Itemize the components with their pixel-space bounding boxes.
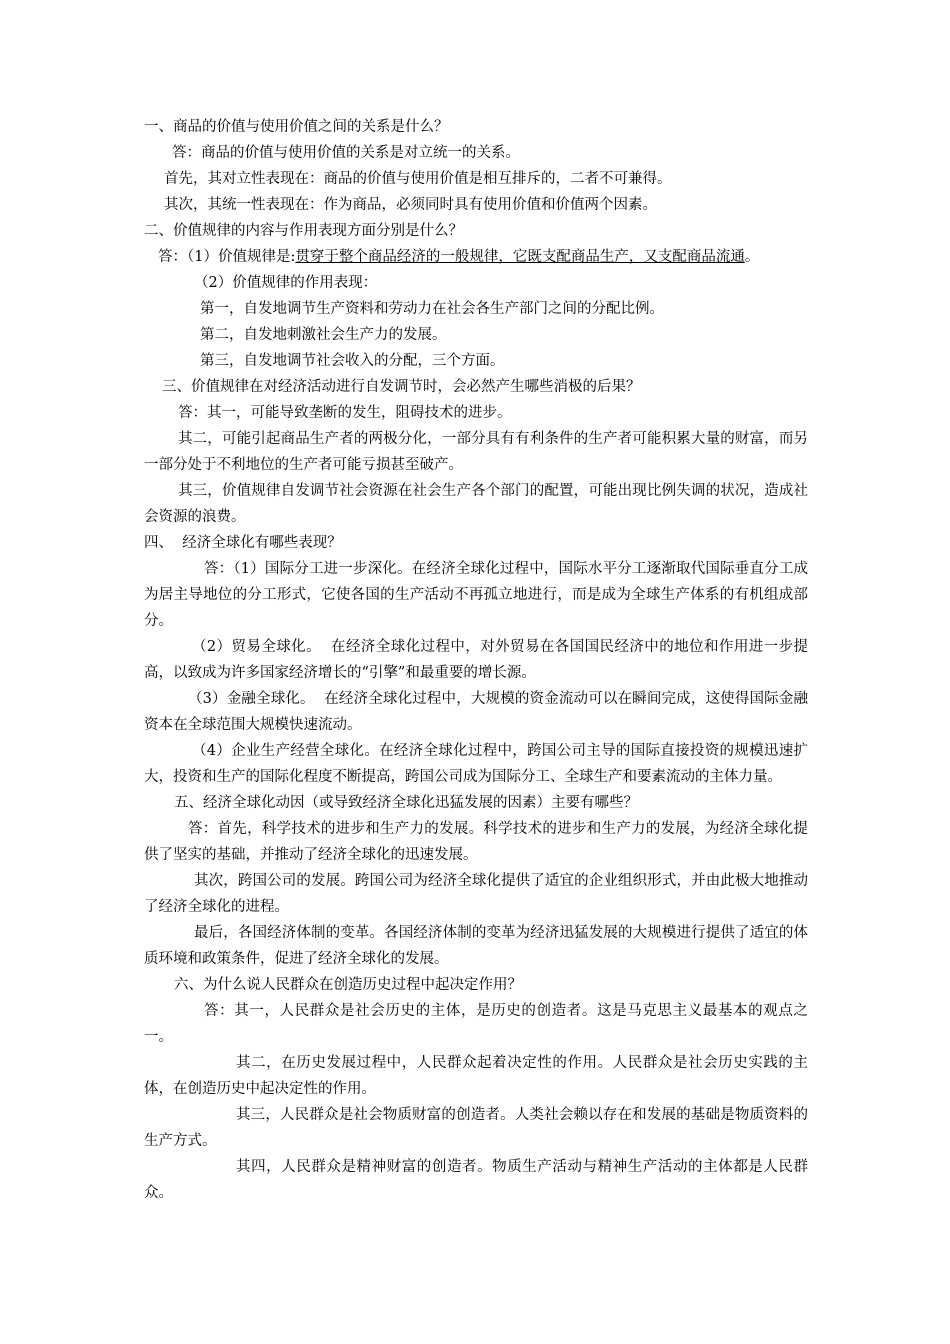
answer-4-item-1 <box>144 556 808 634</box>
answer-4-item-4-text: （4）企业生产经营全球化。在经济全球化过程中，跨国公司主导的国际直接投资的规模迅速扩大，投资和生产的国际化程度不断提高，跨国公司成为国际分工、全球生产和要素流动的主体力量。 <box>144 743 808 785</box>
answer-4-item-4 <box>144 738 808 790</box>
answer-1-point-1: 首先，其对立性表现在：商品的价值与使用价值是相互排斥的，二者不可兼得。 <box>164 171 672 187</box>
answer-3-point-2-text: 其二，可能引起商品生产者的两极分化，一部分具有有利条件的生产者可能积累大量的财富，而另一部分处于不利地位的生产者可能亏损甚至破产。 <box>144 431 808 473</box>
answer-4-item-1-text: 答：（1）国际分工进一步深化。在经济全球化过程中，国际水平分工逐渐取代国际垂直分工成为居主导地位的分工形式，它使各国的生产活动不再孤立地进行，而是成为全球生产体系的有机组成部分。 <box>144 561 808 629</box>
answer-4-item-2 <box>144 634 808 686</box>
answer-1-intro: 答：商品的价值与使用价值的关系是对立统一的关系。 <box>172 145 520 161</box>
answer-6-point-3-text: 其三，人民群众是社会物质财富的创造者。人类社会赖以存在和发展的基础是物质资料的生产方式。 <box>144 1107 808 1149</box>
answer-2-effect-2: 第二，自发地刺激社会生产力的发展。 <box>200 327 447 343</box>
answer-4-item-3 <box>144 686 808 738</box>
answer-6-point-2-text: 其二，在历史发展过程中，人民群众起着决定性的作用。人民群众是社会历史实践的主体，在创造历史中起决定性的作用。 <box>144 1055 808 1097</box>
question-4-heading: 四、 经济全球化有哪些表现？ <box>144 535 342 551</box>
answer-6-point-4-text: 其四，人民群众是精神财富的创造者。物质生产活动与精神生产活动的主体都是人民群众。 <box>144 1159 808 1201</box>
answer-5-point-3 <box>144 920 808 972</box>
answer-2-part-1 <box>144 244 808 270</box>
answer-5-point-1-text: 答：首先，科学技术的进步和生产力的发展。科学技术的进步和生产力的发展，为经济全球化提供了坚实的基础，并推动了经济全球化的迅速发展。 <box>144 821 808 863</box>
question-3-heading: 三、价值规律在对经济活动进行自发调节时，会必然产生哪些消极的后果？ <box>162 379 641 395</box>
answer-3-point-2 <box>144 426 808 478</box>
answer-6-point-1 <box>144 998 808 1050</box>
question-6-heading: 六、为什么说人民群众在创造历史过程中起决定作用？ <box>174 977 522 993</box>
answer-1-point-2: 其次，其统一性表现在：作为商品，必须同时具有使用价值和价值两个因素。 <box>164 197 657 213</box>
answer-4-item-3-text: （3）金融全球化。 在经济全球化过程中，大规模的资金流动可以在瞬间完成，这使得国际金融资本在全球范围大规模快速流动。 <box>144 691 808 733</box>
answer-5-point-3-text: 最后，各国经济体制的变革。各国经济体制的变革为经济迅猛发展的大规模进行提供了适宜的体质环境和政策条件，促进了经济全球化的发展。 <box>144 925 808 967</box>
answer-4-item-2-text: （2）贸易全球化。 在经济全球化过程中，对外贸易在各国国民经济中的地位和作用进一步提高，以致成为许多国家经济增长的“引擎”和最重要的增长源。 <box>144 639 808 681</box>
answer-3-point-3 <box>144 478 808 530</box>
answer-2-part-2: （2）价值规律的作用表现： <box>194 275 378 291</box>
answer-6-point-4 <box>144 1154 808 1206</box>
answer-5-point-2-text: 其次，跨国公司的发展。跨国公司为经济全球化提供了适宜的企业组织形式，并由此极大地推动了经济全球化的进程。 <box>144 873 808 915</box>
answer-5-point-2 <box>144 868 808 920</box>
answer-6-point-3 <box>144 1102 808 1154</box>
answer-2-part-1-end: 。 <box>744 249 760 265</box>
answer-6-point-1-text: 答：其一，人民群众是社会历史的主体，是历史的创造者。这是马克思主义最基本的观点之一。 <box>144 1003 808 1045</box>
answer-3-point-1: 答：其一，可能导致垄断的发生，阻碍技术的进步。 <box>178 405 512 421</box>
question-2-heading: 二、价值规律的内容与作用表现方面分别是什么？ <box>144 223 463 239</box>
answer-2-effect-1: 第一，自发地调节生产资料和劳动力在社会各生产部门之间的分配比例。 <box>200 301 664 317</box>
answer-3-point-3-text: 其三，价值规律自发调节社会资源在社会生产各个部门的配置，可能出现比例失调的状况，造成社会资源的浪费。 <box>144 483 808 525</box>
answer-6-point-2 <box>144 1050 808 1102</box>
answer-5-point-1 <box>144 816 808 868</box>
answer-2-effect-3: 第三，自发地调节社会收入的分配，三个方面。 <box>200 353 505 369</box>
answer-2-part-1-label: 答：（1）价值规律是: <box>158 249 296 265</box>
document-body <box>144 114 808 1206</box>
answer-2-part-1-underlined: 贯穿于整个商品经济的一般规律，它既支配商品生产，又支配商品流通 <box>295 249 745 265</box>
question-5-heading: 五、经济全球化动因（或导致经济全球化迅猛发展的因素）主要有哪些？ <box>174 795 638 811</box>
question-1-heading: 一、商品的价值与使用价值之间的关系是什么？ <box>144 119 449 135</box>
